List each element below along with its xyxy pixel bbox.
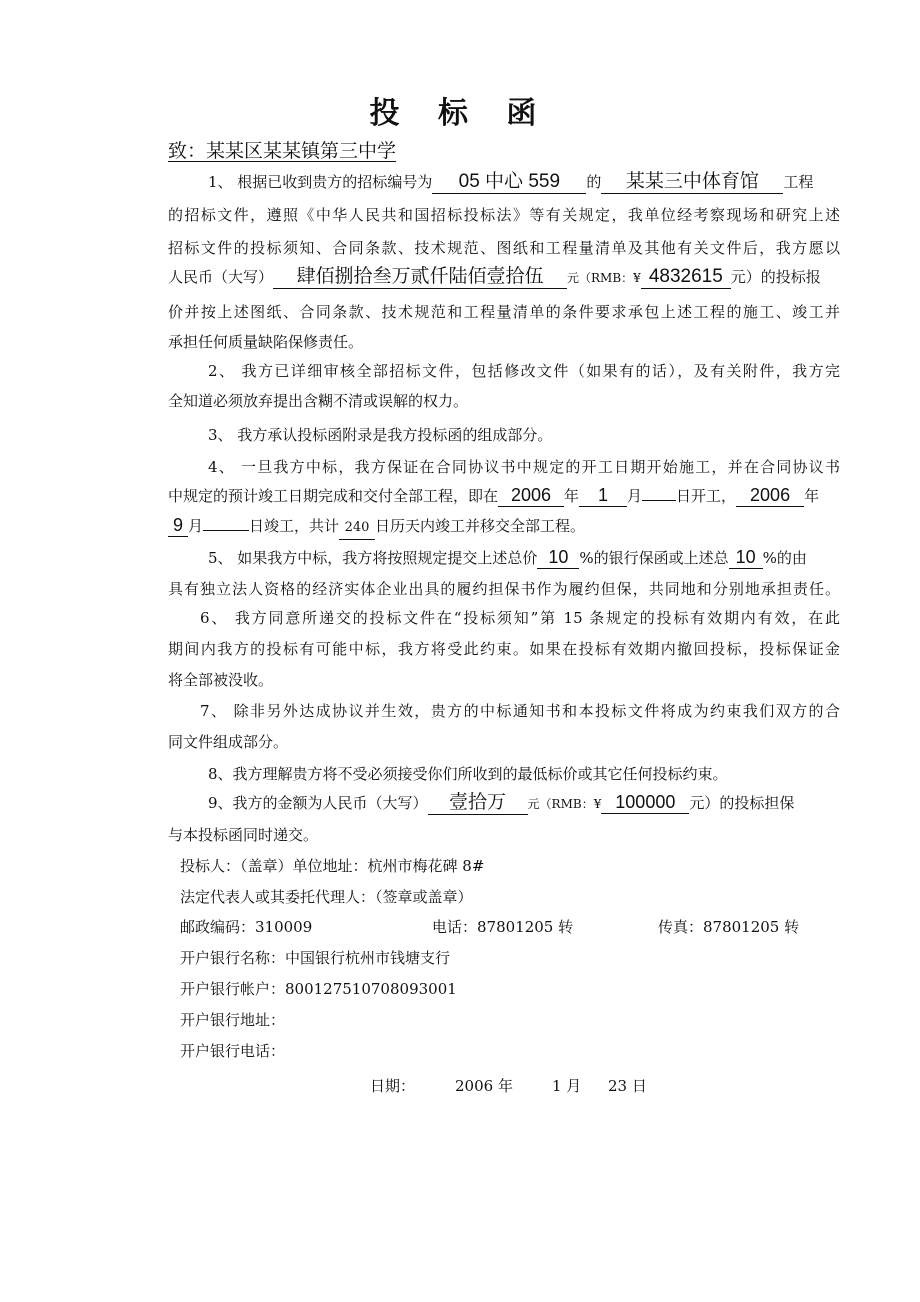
fax: 传真：87801205 转 — [658, 918, 800, 936]
para-1-line-4: 人民币（大写） 肆佰捌拾叁万贰仟陆佰壹拾伍 元（RMB：¥ 4832615 元）的投标报 — [168, 266, 821, 287]
end-day — [203, 530, 249, 531]
para-7-line-1: 7、 除非另外达成协议并生效，贵方的中标通知书和本投标文件将成为约束我们双方的合 — [200, 702, 840, 720]
postcode: 邮政编码：310009 — [180, 918, 313, 936]
date-year: 2006 年 — [455, 1077, 513, 1095]
para-4-line-2: 中规定的预计竣工日期完成和交付全部工程，即在 2006 年 1 月 日开工， 2006 年 — [168, 485, 820, 505]
guarantee-percent-1: 10 — [537, 546, 579, 569]
para-1-line-5: 价并按上述图纸、合同条款、技术规范和工程量清单的条件要求承包上述工程的施工、竣工并 — [168, 303, 840, 321]
bidder-address: 投标人：（盖章）单位地址：杭州市梅花碑 8# — [180, 857, 485, 875]
bank-phone: 开户银行电话： — [180, 1042, 286, 1060]
bank-address: 开户银行地址： — [180, 1011, 286, 1029]
para-9-line-1: 9、我方的金额为人民币（大写） 壹拾万 元（RMB：¥ 100000 元）的投标担保 — [208, 792, 795, 813]
start-month: 1 — [579, 484, 627, 507]
para-3-line-1: 3、 我方承认投标函附录是我方投标函的组成部分。 — [208, 426, 553, 444]
para-2-line-1: 2、 我方已详细审核全部招标文件，包括修改文件（如果有的话），及有关附件，我方完 — [208, 362, 840, 380]
para-8-line-1: 8、我方理解贵方将不受必须接受你们所收到的最低标价或其它任何投标约束。 — [208, 765, 728, 783]
project-name: 某某三中体育馆 — [601, 171, 783, 194]
phone: 电话：87801205 转 — [432, 918, 574, 936]
addressee: 致：某某区某某镇第三中学 — [168, 140, 397, 162]
bid-amount-words: 肆佰捌拾叁万贰仟陆佰壹拾伍 — [273, 266, 567, 289]
para-6-line-2: 期间内我方的投标有可能中标，我方将受此约束。如果在投标有效期内撤回投标，投标保证金 — [168, 640, 840, 658]
document-title: 投 标 函 — [369, 96, 551, 131]
guarantee-amount-words: 壹拾万 — [428, 792, 528, 815]
start-day — [642, 500, 676, 501]
para-1-line-2: 的招标文件，遵照《中华人民共和国招标投标法》等有关规定，我单位经考察现场和研究上述 — [168, 206, 840, 224]
para-1-line-3: 招标文件的投标须知、合同条款、技术规范、图纸和工程量清单及其他有关文件后，我方愿以 — [168, 239, 840, 257]
start-year: 2006 — [498, 484, 564, 507]
para-2-line-2: 全知道必须放弃提出含糊不清或误解的权力。 — [168, 392, 469, 410]
total-days: 240 — [339, 517, 375, 540]
bank-account: 开户银行帐户：800127510708093001 — [180, 980, 457, 998]
date-day: 23 日 — [608, 1077, 647, 1095]
guarantee-amount-number: 100000 — [601, 791, 689, 814]
legal-representative: 法定代表人或其委托代理人：（签章或盖章） — [180, 888, 473, 906]
bank-name: 开户银行名称：中国银行杭州市钱塘支行 — [180, 949, 451, 967]
para-5-line-2: 具有独立法人资格的经济实体企业出具的履约担保书作为履约但保，共同地和分别地承担责任。 — [168, 580, 840, 598]
date-label: 日期： — [370, 1077, 416, 1095]
end-month: 9 — [168, 514, 188, 537]
para-9-line-2: 与本投标函同时递交。 — [168, 826, 319, 844]
para-6-line-1: 6、 我方同意所递交的投标文件在“投标须知”第 15 条规定的投标有效期内有效，在此 — [200, 609, 840, 627]
para-5-line-1: 5、 如果我方中标，我方将按照规定提交上述总价 10 %的银行保函或上述总 10 %的由 — [208, 547, 807, 567]
para-4-line-3: 9 月 日竣工，共计 240 日历天内竣工并移交全部工程。 — [168, 514, 840, 540]
para-6-line-3: 将全部被没收。 — [168, 671, 274, 689]
bid-amount-number: 4832615 — [641, 266, 731, 289]
date-month: 1 月 — [552, 1077, 582, 1095]
end-year: 2006 — [736, 484, 804, 507]
para-1-line-6: 承担任何质量缺陷保修责任。 — [168, 333, 364, 351]
para-1-line-1: 1、 根据已收到贵方的招标编号为 05 中心 559 的 某某三中体育馆 工程 — [208, 171, 814, 192]
bid-number: 05 中心 559 — [432, 171, 586, 194]
para-7-line-2: 同文件组成部分。 — [168, 733, 289, 751]
guarantee-percent-2: 10 — [729, 546, 763, 569]
para-4-line-1: 4、 一旦我方中标，我方保证在合同协议书中规定的开工日期开始施工，并在合同协议书 — [208, 458, 840, 476]
